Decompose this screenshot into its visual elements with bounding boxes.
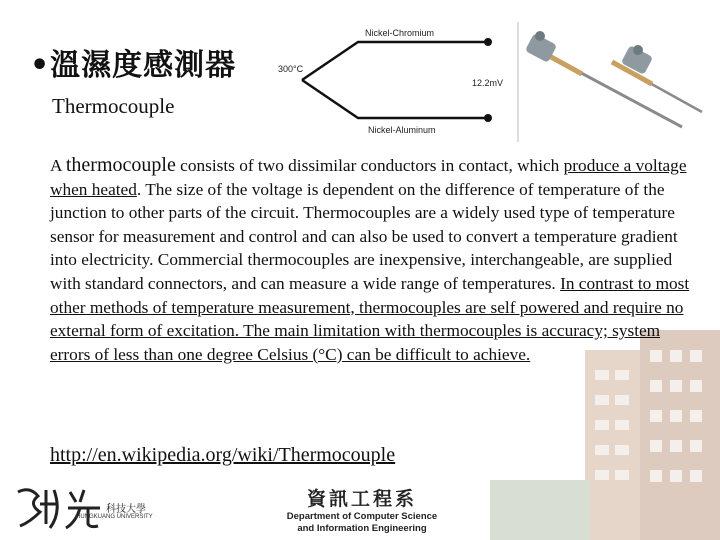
- junction-temp-label: 300°C: [278, 64, 304, 74]
- bottom-wire: [302, 80, 488, 118]
- top-wire: [302, 42, 488, 80]
- body-seg3: . The size of the voltage is dependent on the difference of temperature of the junction to other parts of the circuit. Thermocouples are a widely used type of temperature sensor for measurement and control and can also be used to convert a temperature gradient into electricity. Commercial thermocouples are inexpensive, interchangeable, are supplied with standard connectors, and can measure a wide range of temperatures.: [50, 179, 678, 293]
- body-seg1: consists of two dissimilar conductors in contact, which: [175, 156, 560, 175]
- voltage-label: 12.2mV: [472, 78, 504, 88]
- university-logo: [10, 482, 170, 536]
- body-lead: A: [50, 156, 62, 175]
- bottom-wire-label: Nickel-Aluminum: [368, 125, 436, 135]
- department-label: [262, 484, 462, 540]
- body-term: thermocouple: [65, 154, 176, 176]
- top-wire-label: Nickel-Chromium: [365, 28, 435, 38]
- body-seg2: produce a voltage when heated: [50, 156, 687, 199]
- department-english-line2: and Information Engineering: [297, 523, 427, 534]
- body-paragraph: [50, 154, 690, 366]
- department-english-line1: Department of Computer Science: [286, 511, 438, 522]
- university-name: HUNGKUANG UNIVERSITY: [76, 514, 153, 520]
- top-terminal: [484, 38, 492, 46]
- thermocouple-diagram: [260, 22, 520, 140]
- slide-subtitle: Thermocouple: [52, 94, 175, 118]
- body-seg4: In contrast to most other methods of temperature measurement, thermocouples are self powered and require no external form of excitation. The main limitation with thermocouples is accuracy; system errors of less than one degree Celsius (°C) can be difficult to achieve.: [50, 273, 690, 364]
- logo-mark: [10, 482, 170, 536]
- svg-text:科技大學: 科技大學: [106, 504, 146, 515]
- thermocouple-photo: [512, 22, 718, 142]
- department-chinese: 資訊工程系: [306, 488, 417, 510]
- bottom-terminal: [484, 114, 492, 122]
- slide-title: •溫濕度感測器: [30, 48, 237, 83]
- wikipedia-link[interactable]: http://en.wikipedia.org/wiki/Thermocouple: [50, 444, 396, 466]
